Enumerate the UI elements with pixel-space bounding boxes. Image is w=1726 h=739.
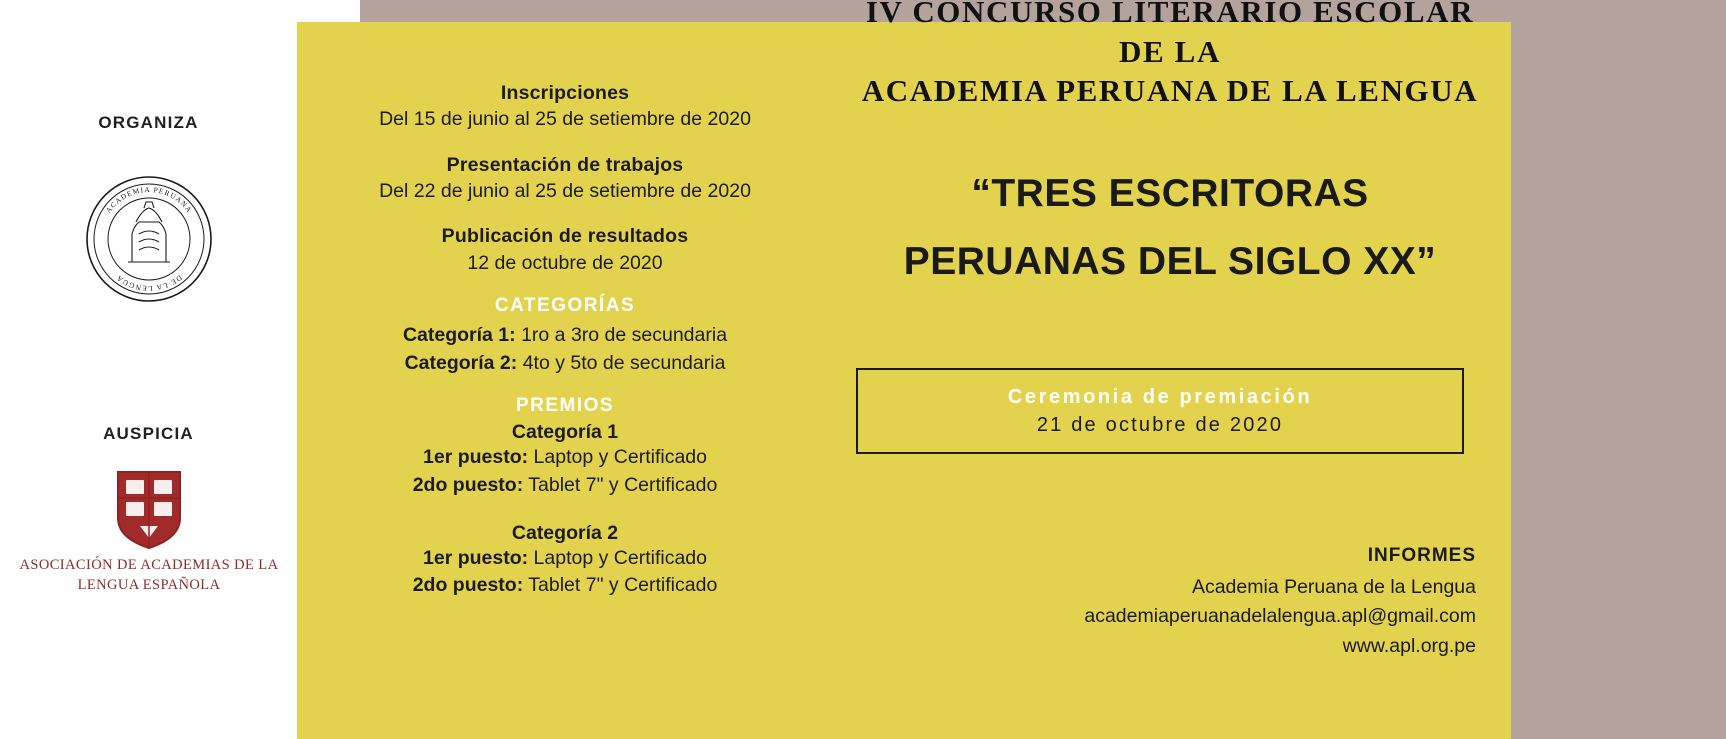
presentacion-detail: Del 22 de junio al 25 de setiembre de 2020 [379,179,751,202]
section-premios [310,395,820,600]
sponsor-name-line1: ASOCIACIÓN DE ACADEMIAS DE LA [19,557,279,573]
informes-block [856,545,1476,661]
premios-title: PREMIOS [515,395,615,417]
informes-title: INFORMES [1367,545,1476,566]
headline-column [820,0,1520,739]
svg-text:ACADEMIA PERUANA: ACADEMIA PERUANA [103,184,195,215]
contest-theme-line1: “TRES ESCRITORAS [971,172,1369,215]
sponsor-name [8,556,290,595]
premios-c1-puesto-2 [310,472,820,500]
contest-theme-line2: PERUANAS DEL SIGLO XX” [903,240,1437,284]
page-title-line3: ACADEMIA PERUANA DE LA LENGUA [861,73,1479,109]
ceremony-box [856,368,1464,454]
contest-theme [820,160,1520,297]
page-title [820,0,1520,111]
premios-c2-puesto-2-value: Tablet 7" y Certificado [528,574,718,597]
publicacion-detail: 12 de octubre de 2020 [467,251,663,274]
premios-c1-puesto-2-label: 2do puesto: [412,474,524,497]
categoria-1-row [310,321,820,349]
svg-text:DE LA LENGUA: DE LA LENGUA [114,273,184,294]
categoria-1-label: Categoría 1: [402,323,516,346]
informes-email[interactable]: academiaperuanadelalengua.apl@gmail.com [1084,605,1476,628]
premios-categoria-1-title: Categoría 1 [511,421,619,444]
premios-spacer [310,500,820,520]
premios-c1-puesto-2-value: Tablet 7" y Certificado [528,474,718,497]
premios-categoria-1 [310,421,820,499]
section-publicacion [310,223,820,277]
premios-c2-puesto-1-label: 1er puesto: [423,546,529,569]
categorias-title: CATEGORÍAS [494,294,636,316]
academy-seal-icon [84,174,214,304]
premios-c1-puesto-1-label: 1er puesto: [423,446,529,469]
section-categorias [310,295,820,378]
sponsors-column [0,0,297,739]
presentacion-heading: Presentación de trabajos [446,153,684,176]
section-inscripciones [310,80,820,134]
inscripciones-detail: Del 15 de junio al 25 de setiembre de 2020 [379,108,751,131]
informes-website[interactable]: www.apl.org.pe [1342,634,1476,657]
premios-categoria-2 [310,522,820,600]
ceremony-date: 21 de octubre de 2020 [1036,413,1284,436]
categoria-2-value: 4to y 5to de secundaria [522,352,726,375]
premios-c1-puesto-1 [310,444,820,472]
categoria-2-label: Categoría 2: [404,352,518,375]
auspicia-label: AUSPICIA [103,424,194,443]
premios-c2-puesto-2-label: 2do puesto: [412,574,524,597]
page-title-line2: DE LA [1119,33,1221,69]
organiza-label: ORGANIZA [98,113,199,132]
sponsor-name-line2: LENGUA ESPAÑOLA [77,576,221,593]
ceremony-title: Ceremonia de premiación [1007,385,1313,408]
schedule-column [310,80,820,618]
premios-c2-puesto-1-value: Laptop y Certificado [533,546,707,569]
inscripciones-heading: Inscripciones [500,82,630,104]
premios-c1-puesto-1-value: Laptop y Certificado [533,446,707,469]
premios-c2-puesto-1 [310,545,820,573]
premios-c2-puesto-2 [310,572,820,600]
premios-categoria-2-title: Categoría 2 [511,521,619,544]
categoria-1-value: 1ro a 3ro de secundaria [521,323,728,346]
publicacion-heading: Publicación de resultados [441,225,689,248]
asale-crest-icon [112,468,186,550]
page-title-line1: IV CONCURSO LITERARIO ESCOLAR [865,0,1475,29]
categoria-2-row [310,349,820,377]
informes-organization: Academia Peruana de la Lengua [1191,576,1476,598]
section-presentacion [310,152,820,206]
